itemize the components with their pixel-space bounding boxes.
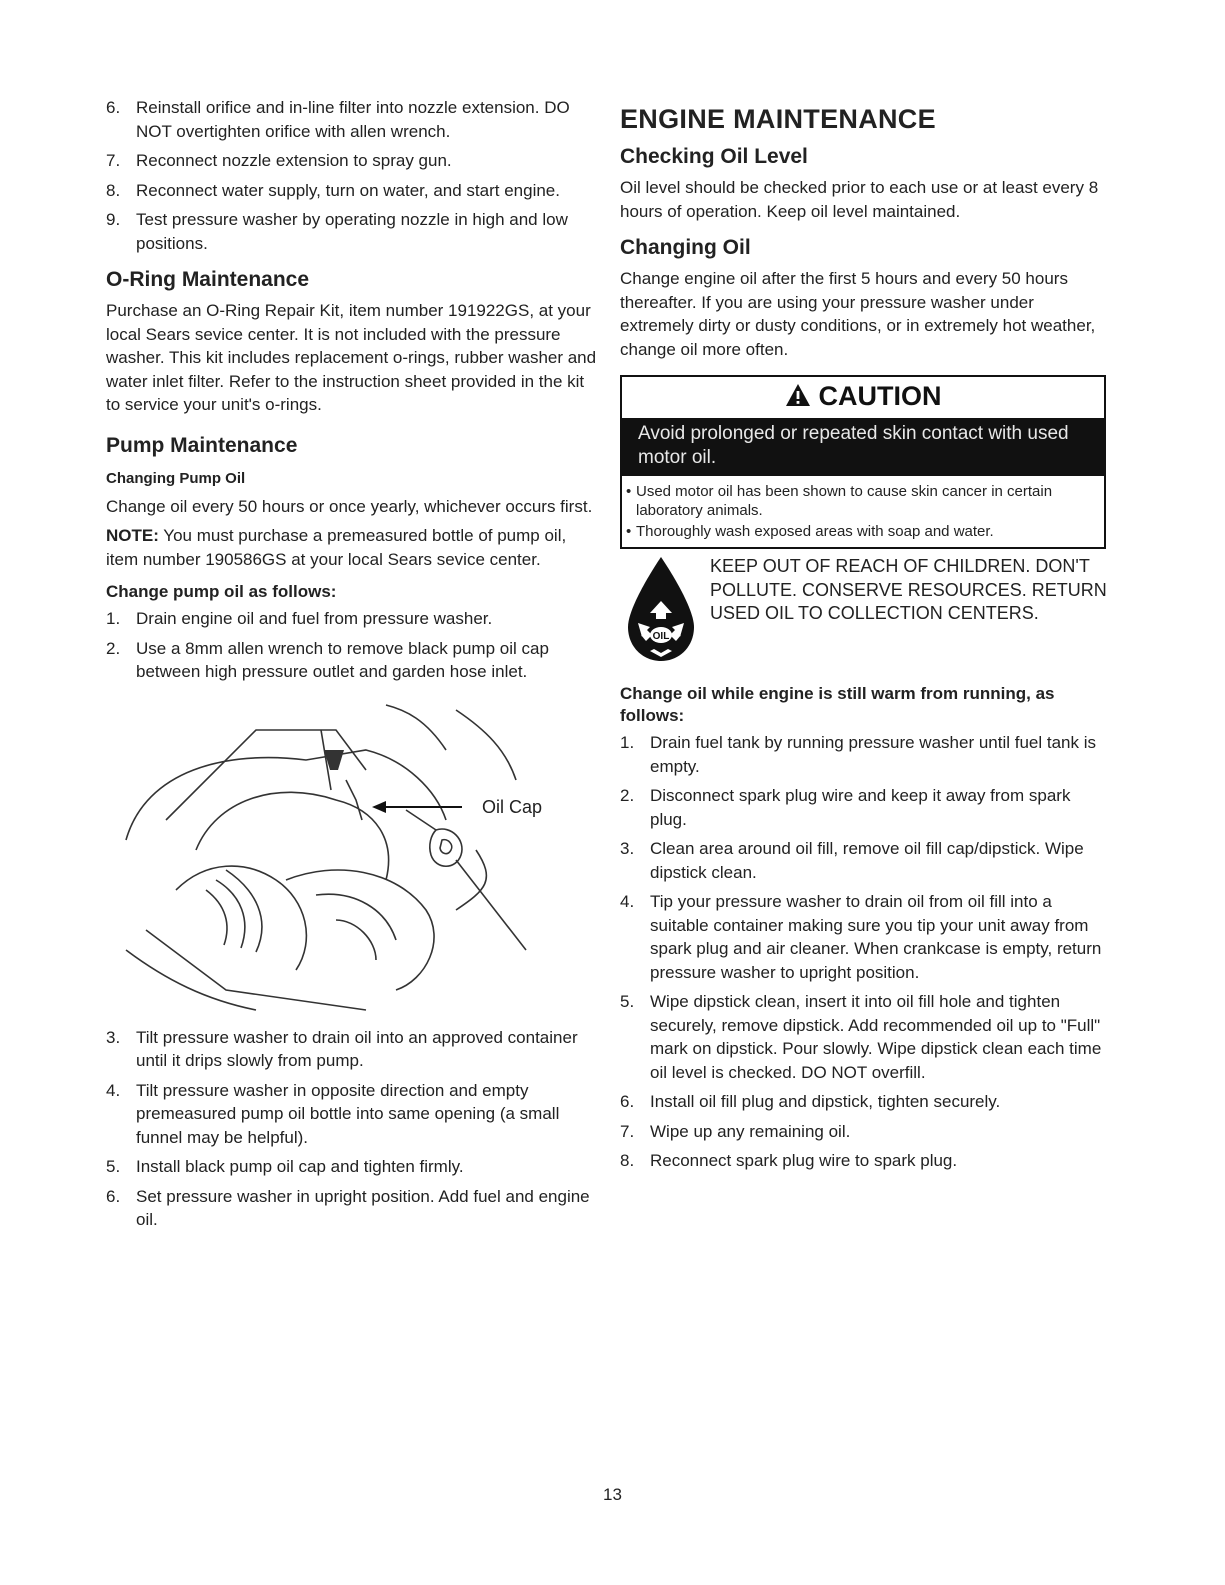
list-item xyxy=(620,1090,1112,1114)
pump-steps-heading: Change pump oil as follows: xyxy=(106,582,337,601)
list-item xyxy=(106,179,598,203)
step-number: 8. xyxy=(106,180,121,200)
pump-steps-b xyxy=(106,1026,598,1232)
pump-text: Change oil every 50 hours or once yearly, whichever occurs first. xyxy=(106,496,593,516)
list-item xyxy=(106,1155,598,1179)
list-item xyxy=(106,208,598,255)
step-text: Reconnect water supply, turn on water, and start engine. xyxy=(136,180,560,200)
step-text: Use a 8mm allen wrench to remove black pump oil cap between high pressure outlet and garden hose inlet. xyxy=(136,638,549,681)
step-number: 9. xyxy=(106,210,121,229)
caution-box xyxy=(620,375,1106,549)
changing-oil-heading: Changing Oil xyxy=(620,236,751,259)
step-number: 2. xyxy=(620,786,635,805)
step-number: 7. xyxy=(620,1121,635,1141)
step-number: 7. xyxy=(106,151,121,170)
pump-heading: Pump Maintenance xyxy=(106,433,298,457)
changing-oil-text: Change engine oil after the first 5 hours and every 50 hours thereafter. If you are using your pressure washer under extremely dirty or dusty conditions, or in extremely hot weather, change oil more often. xyxy=(620,269,1096,359)
step-text: Test pressure washer by operating nozzle in high and low positions. xyxy=(136,210,568,253)
recycling-text: KEEP OUT OF REACH OF CHILDREN. DON'T POLLUTE. CONSERVE RESOURCES. RETURN USED OIL TO COLLECTION CENTERS. xyxy=(710,556,1107,623)
step-number: 1. xyxy=(106,609,121,628)
step-text: Tip your pressure washer to drain oil from oil fill into a suitable container making sure you tip your unit away from spark plug and air cleaner. When crankcase is empty, return pressure washer to upright position. xyxy=(650,892,1102,982)
step-number: 6. xyxy=(106,1186,121,1206)
pump-illustration xyxy=(106,690,598,1020)
step-number: 5. xyxy=(106,1157,121,1176)
callout-arrow-icon xyxy=(372,801,386,813)
oring-heading: O-Ring Maintenance xyxy=(106,268,310,291)
list-item xyxy=(620,1149,1112,1173)
used-oil-recycling-notice xyxy=(620,555,1112,665)
step-number: 4. xyxy=(106,1080,121,1100)
pump-oil-cap-figure xyxy=(106,690,598,1020)
pump-subheading: Changing Pump Oil xyxy=(106,469,246,487)
step-number: 4. xyxy=(620,892,635,911)
oil-recycling-icon xyxy=(620,555,702,665)
warning-triangle-icon xyxy=(785,383,811,407)
list-item xyxy=(620,837,1112,884)
list-item xyxy=(106,1026,598,1073)
step-number: 8. xyxy=(620,1151,635,1170)
step-text: Reconnect spark plug wire to spark plug. xyxy=(650,1151,958,1170)
list-item xyxy=(620,731,1112,778)
caution-bullet-list xyxy=(622,476,1104,547)
list-item xyxy=(620,784,1112,831)
step-text: Disconnect spark plug wire and keep it away from spark plug. xyxy=(650,786,1071,829)
list-item xyxy=(106,1185,598,1232)
oil-cap-label: Oil Cap xyxy=(482,796,543,817)
note-text: You must purchase a premeasured bottle of pump oil, item number 190586GS at your local Sears sevice center. xyxy=(106,526,567,569)
step-text: Clean area around oil fill, remove oil fill cap/dipstick. Wipe dipstick clean. xyxy=(650,839,1084,882)
step-text: Wipe dipstick clean, insert it into oil fill hole and tighten securely, remove dipstick. Add recommended oil up to "Full" mark on dipstick. Pour slowly. Wipe dipstick clean each time oil level is checked. DO NOT overfill. xyxy=(650,992,1102,1082)
pump-note xyxy=(106,524,598,571)
step-number: 6. xyxy=(106,98,121,117)
step-text: Wipe up any remaining oil. xyxy=(650,1121,851,1141)
list-item xyxy=(620,990,1112,1084)
list-item xyxy=(106,1079,598,1150)
caution-bullet: • Used motor oil has been shown to cause skin cancer in certain laboratory animals. xyxy=(626,483,1053,519)
pump-steps-a xyxy=(106,607,598,684)
right-column xyxy=(620,104,1112,1179)
page-number: 13 xyxy=(603,1485,622,1504)
step-number: 1. xyxy=(620,733,635,752)
step-text: Reinstall orifice and in-line filter into nozzle extension. DO NOT overtighten orifice with allen wrench. xyxy=(136,98,570,141)
caution-header xyxy=(622,377,1104,418)
checking-oil-text: Oil level should be checked prior to each use or at least every 8 hours of operation. Keep oil level maintained. xyxy=(620,178,1099,221)
step-number: 5. xyxy=(620,992,635,1011)
step-number: 3. xyxy=(106,1027,121,1047)
caution-bullet: • Thoroughly wash exposed areas with soap and water. xyxy=(626,523,994,540)
step-number: 6. xyxy=(620,1092,635,1111)
reinstall-steps xyxy=(106,96,598,255)
caution-title: CAUTION xyxy=(818,381,942,411)
list-item xyxy=(106,96,598,143)
step-text: Install black pump oil cap and tighten firmly. xyxy=(136,1157,464,1176)
step-number: 3. xyxy=(620,839,635,858)
engine-maintenance-title: ENGINE MAINTENANCE xyxy=(620,104,936,134)
list-item xyxy=(620,1120,1112,1144)
oring-text: Purchase an O-Ring Repair Kit, item number 191922GS, at your local Sears sevice center. It is not included with the pressure washer. This kit includes replacement o-rings, rubber washer and water inlet filter. Refer to the instruction sheet provided in the kit to service your unit's o-rings. xyxy=(106,301,597,414)
change-oil-steps-heading: Change oil while engine is still warm from running, as follows: xyxy=(620,684,1055,725)
step-text: Tilt pressure washer in opposite direction and empty premeasured pump oil bottle into same opening (a small funnel may be helpful). xyxy=(136,1080,560,1147)
oil-label: OIL xyxy=(652,631,670,642)
note-label: NOTE: xyxy=(106,526,159,545)
step-text: Reconnect nozzle extension to spray gun. xyxy=(136,151,452,170)
list-item xyxy=(106,149,598,173)
step-number: 2. xyxy=(106,638,121,658)
caution-warning-bar: Avoid prolonged or repeated skin contact with used motor oil. xyxy=(622,418,1104,476)
list-item xyxy=(106,637,598,684)
checking-oil-heading: Checking Oil Level xyxy=(620,145,808,168)
step-text: Drain engine oil and fuel from pressure washer. xyxy=(136,609,493,628)
step-text: Install oil fill plug and dipstick, tighten securely. xyxy=(650,1092,1001,1111)
step-text: Drain fuel tank by running pressure washer until fuel tank is empty. xyxy=(650,733,1097,776)
list-item xyxy=(106,607,598,631)
step-text: Set pressure washer in upright position. Add fuel and engine oil. xyxy=(136,1186,590,1229)
step-text: Tilt pressure washer to drain oil into an approved container until it drips slowly from pump. xyxy=(136,1027,578,1070)
left-column xyxy=(106,96,598,1238)
list-item xyxy=(620,890,1112,984)
engine-oil-steps xyxy=(620,731,1112,1173)
